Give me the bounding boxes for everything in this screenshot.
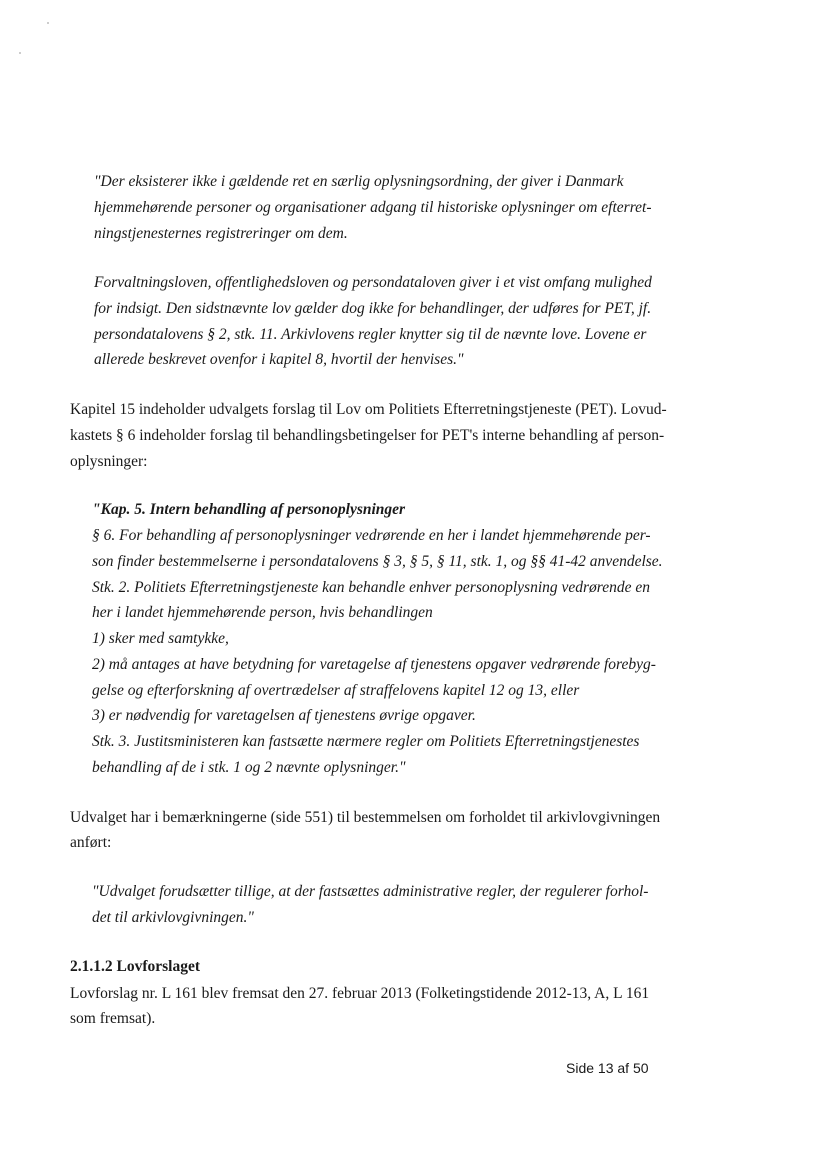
body-line: som fremsat). — [70, 1010, 156, 1027]
quote-line: det til arkivlovgivningen." — [92, 909, 254, 926]
body-line: oplysninger: — [70, 453, 148, 470]
quote-line: "Der eksisterer ikke i gældende ret en særlig oplysningsordning, der giver i Danmark — [94, 173, 624, 190]
quote-line: persondatalovens § 2, stk. 11. Arkivlovens regler knytter sig til de nævnte love. Lovene er — [94, 326, 647, 343]
quote-line: 1) sker med samtykke, — [92, 630, 229, 647]
quote-line: her i landet hjemmehørende person, hvis behandlingen — [92, 604, 433, 621]
body-line: kastets § 6 indeholder forslag til behandlingsbetingelser for PET's interne behandling af person- — [70, 427, 665, 444]
body-line: Kapitel 15 indeholder udvalgets forslag til Lov om Politiets Efterretningstjeneste (PET). Lovud- — [70, 401, 667, 418]
quote-line: 2) må antages at have betydning for varetagelse af tjenestens opgaver vedrørende forebyg- — [92, 656, 656, 673]
body-line: Lovforslag nr. L 161 blev fremsat den 27. februar 2013 (Folketingstidende 2012-13, A, L 161 — [70, 985, 650, 1002]
quote-line: Forvaltningsloven, offentlighedsloven og persondataloven giver i et vist omfang mulighed — [94, 274, 652, 291]
scan-speck — [47, 22, 49, 24]
quote-line: ningstjenesternes registreringer om dem. — [94, 225, 348, 242]
quote-line: behandling af de i stk. 1 og 2 nævnte oplysninger." — [92, 759, 406, 776]
quote-line: 3) er nødvendig for varetagelsen af tjenestens øvrige opgaver. — [92, 707, 476, 724]
scan-speck — [19, 52, 21, 54]
quote-line: § 6. For behandling af personoplysninger vedrørende en her i landet hjemmehørende per- — [92, 527, 651, 544]
quote-heading: "Kap. 5. Intern behandling af personoplysninger — [92, 501, 406, 518]
section-heading: 2.1.1.2 Lovforslaget — [70, 958, 201, 975]
body-line: anført: — [70, 834, 112, 851]
quote-line: Stk. 2. Politiets Efterretningstjeneste kan behandle enhver personoplysning vedrørende en — [92, 579, 651, 596]
quote-line: hjemmehørende personer og organisationer adgang til historiske oplysninger om efterret- — [94, 199, 652, 216]
page-number: Side 13 af 50 — [566, 1060, 649, 1076]
quote-line: gelse og efterforskning af overtrædelser af straffelovens kapitel 12 og 13, eller — [92, 682, 580, 699]
quote-line: for indsigt. Den sidstnævnte lov gælder dog ikke for behandlinger, der udføres for PET, jf. — [94, 300, 652, 317]
quote-line: "Udvalget forudsætter tillige, at der fastsættes administrative regler, der regulerer forhol- — [92, 883, 649, 900]
quote-line: son finder bestemmelserne i persondatalovens § 3, § 5, § 11, stk. 1, og §§ 41-42 anvendelse. — [92, 553, 663, 570]
quote-line: Stk. 3. Justitsministeren kan fastsætte nærmere regler om Politiets Efterretningstjenestes — [92, 733, 640, 750]
body-line: Udvalget har i bemærkningerne (side 551) til bestemmelsen om forholdet til arkivlovgivningen — [70, 809, 661, 826]
quote-line: allerede beskrevet ovenfor i kapitel 8, hvortil der henvises." — [94, 351, 464, 368]
